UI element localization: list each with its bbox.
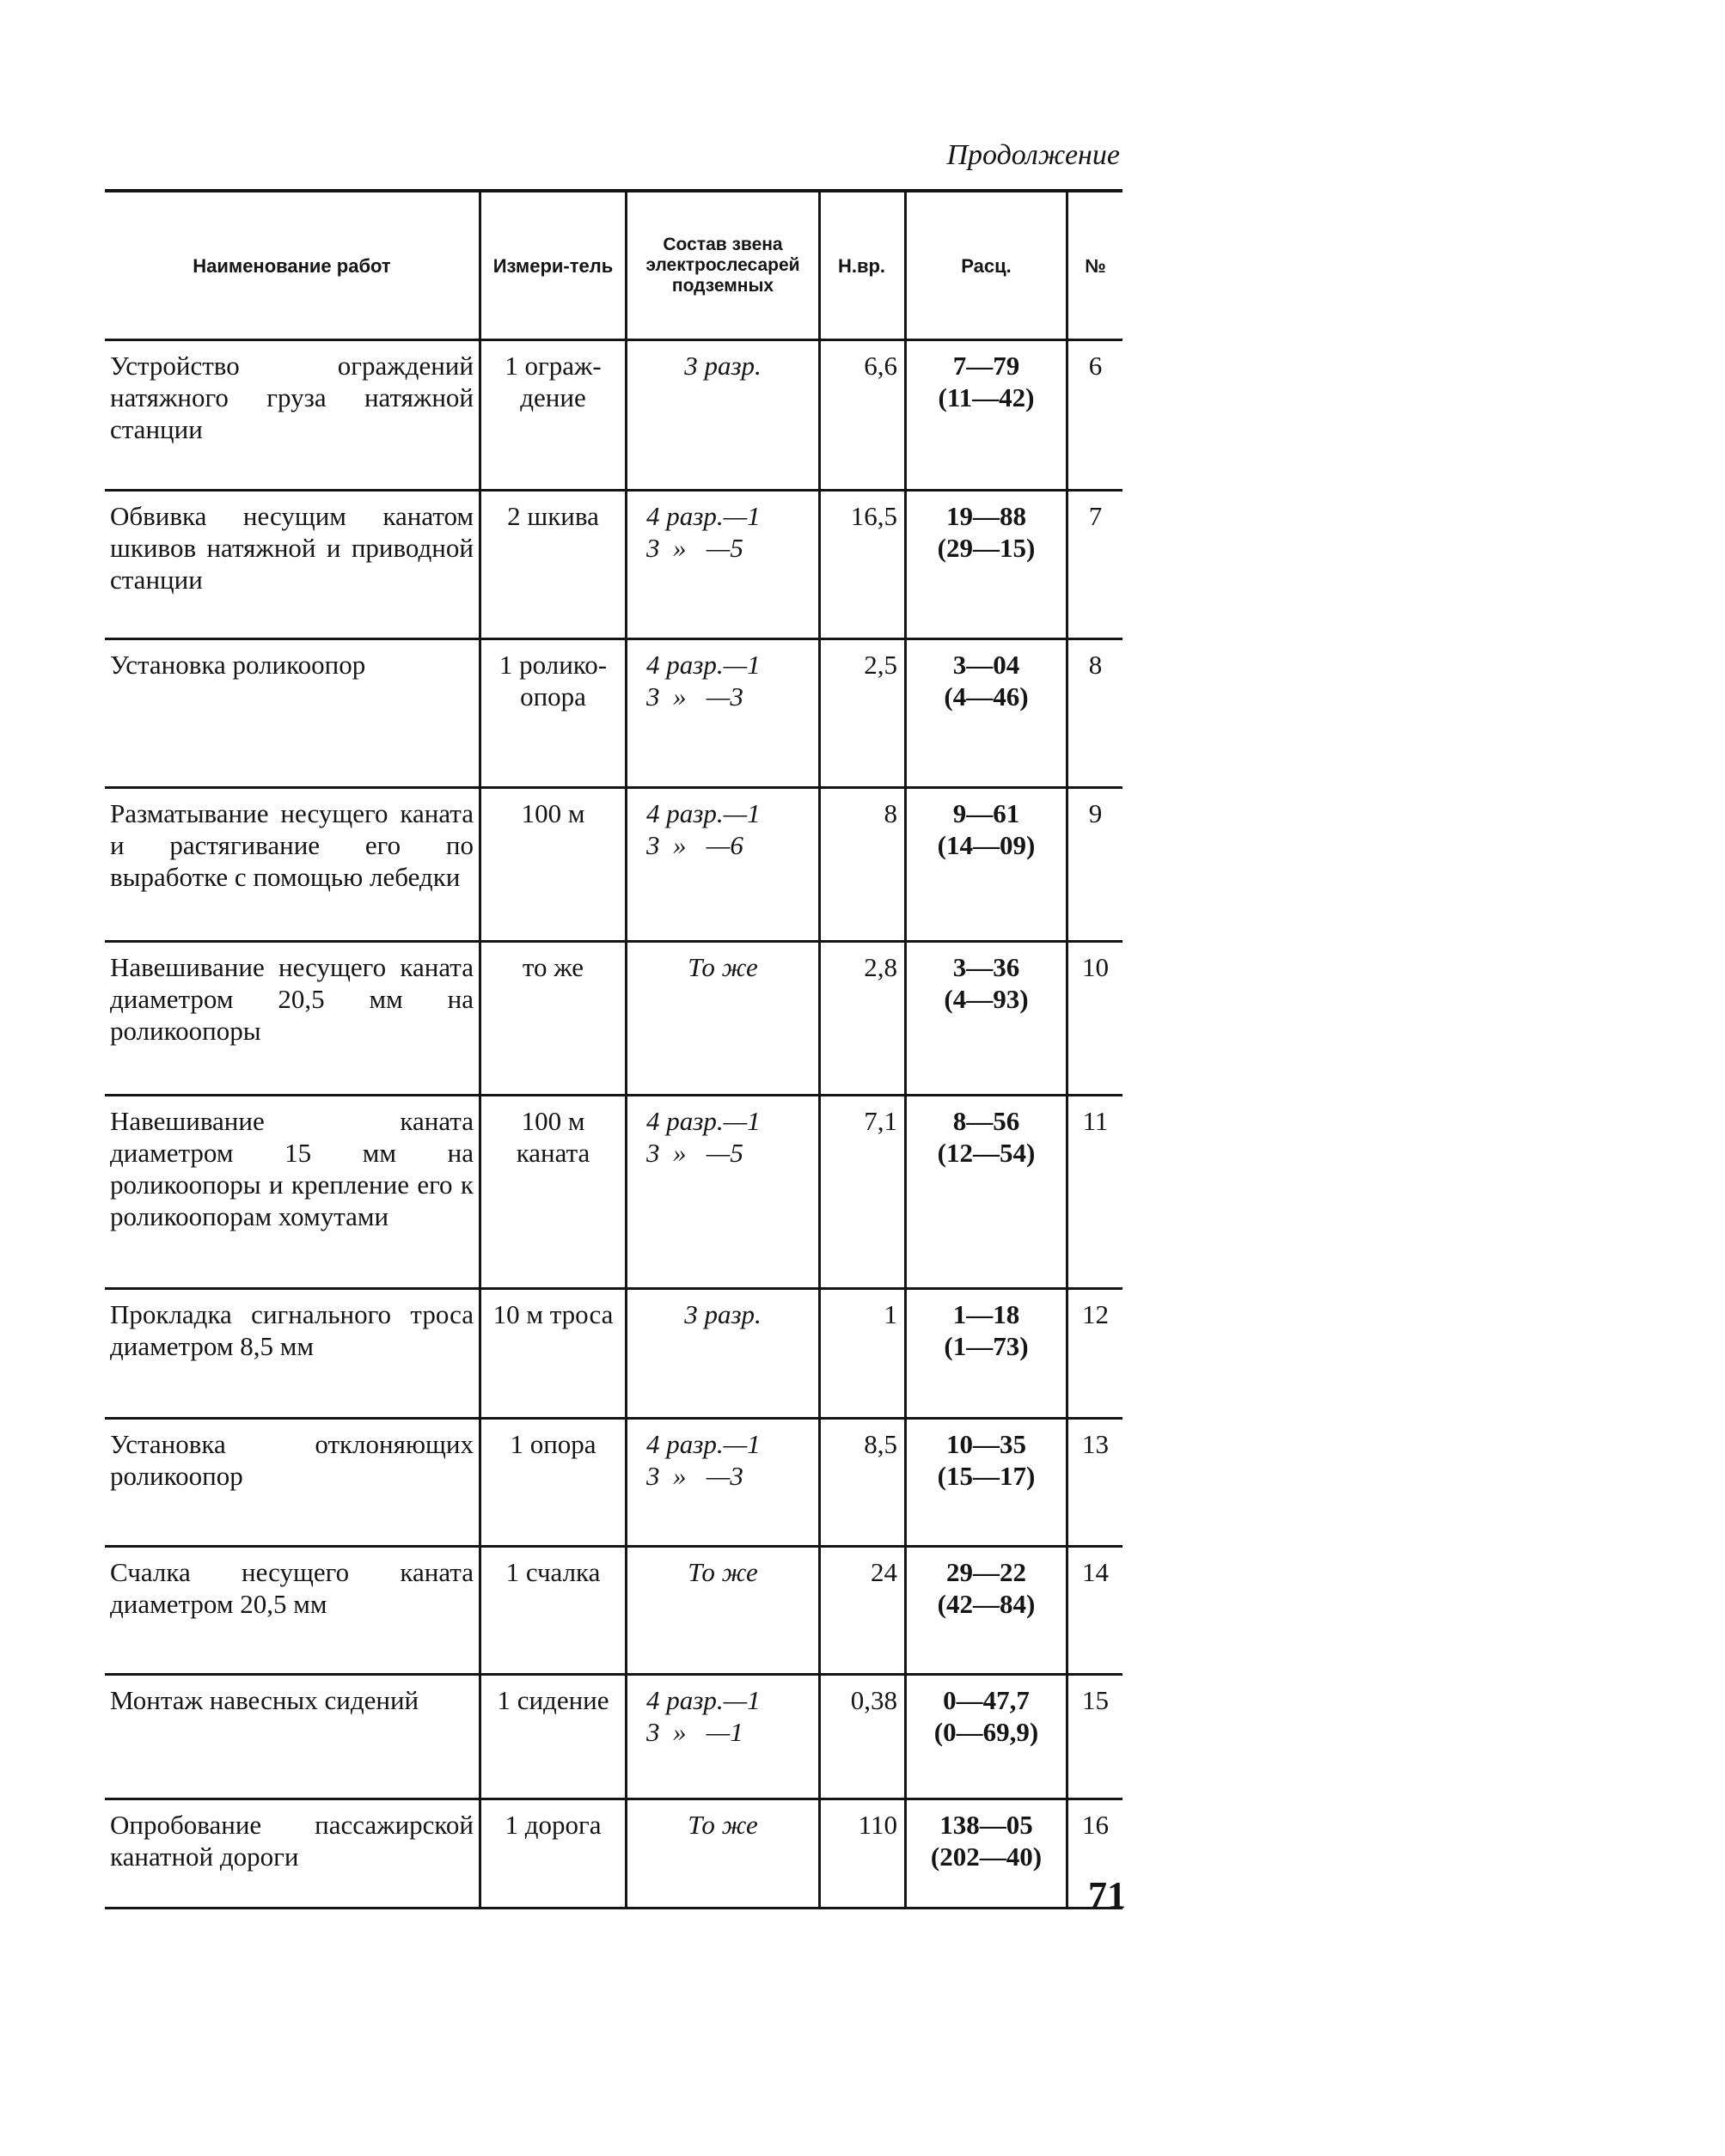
row-number: 16 <box>1066 1800 1122 1907</box>
work-name: Навешивание несущего каната диаметром 20,5 мм на роликоопоры <box>110 952 474 1046</box>
work-name: Обвивка несущим канатом шкивов натяжной и приводной станции <box>110 501 474 595</box>
header-time-norm: Н.вр. <box>818 192 904 339</box>
crew-line: 3 » —3 <box>646 1461 743 1491</box>
unit: 100 м <box>479 789 625 940</box>
table-row <box>105 789 1122 943</box>
rate <box>904 640 1066 786</box>
continuation-label: Продолжение <box>946 139 1120 171</box>
unit: 1 дорога <box>479 1800 625 1907</box>
rate <box>904 789 1066 940</box>
crew-line: То же <box>688 1810 758 1840</box>
table-row <box>105 640 1122 789</box>
rate <box>904 1676 1066 1798</box>
crew-line: То же <box>688 952 758 982</box>
unit: 1 опора <box>479 1420 625 1545</box>
unit: 2 шкива <box>479 492 625 638</box>
table-row <box>105 943 1122 1096</box>
work-name: Прокладка сигнального троса диаметром 8,5 мм <box>110 1299 474 1361</box>
row-number: 14 <box>1066 1548 1122 1673</box>
crew-line: 4 разр.—1 <box>646 1429 761 1459</box>
rate-alt-value: (4—93) <box>944 984 1029 1014</box>
rate-alt-value: (29—15) <box>937 533 1036 563</box>
crew-line: 4 разр.—1 <box>646 798 761 828</box>
rate-value: 8—56 <box>952 1106 1020 1136</box>
rate-alt-value: (4—46) <box>944 681 1029 712</box>
rate-alt-value: (0—69,9) <box>933 1717 1039 1747</box>
crew-line: 4 разр.—1 <box>646 1106 761 1136</box>
crew-line: 3 » —1 <box>646 1717 743 1747</box>
table-row <box>105 1800 1122 1909</box>
work-name: Счалка несущего каната диаметром 20,5 мм <box>110 1557 474 1619</box>
rate-value: 7—79 <box>952 351 1020 381</box>
rate-alt-value: (11—42) <box>938 382 1035 412</box>
row-number: 11 <box>1066 1096 1122 1287</box>
crew-line: 3 » —3 <box>646 681 743 712</box>
table-header <box>105 192 1122 341</box>
rate-value: 9—61 <box>952 798 1020 828</box>
table-row <box>105 1548 1122 1676</box>
rate-alt-value: (15—17) <box>937 1461 1036 1491</box>
time-norm: 2,5 <box>818 640 904 786</box>
table-row <box>105 1096 1122 1290</box>
time-norm: 0,38 <box>818 1676 904 1798</box>
crew-composition <box>625 1800 818 1907</box>
rate-value: 3—04 <box>952 650 1020 680</box>
work-name: Навешивание каната диаметром 15 мм на роликоопоры и крепление его к роликоопорам хомутами <box>110 1106 474 1231</box>
row-number: 12 <box>1066 1290 1122 1417</box>
table-row <box>105 1676 1122 1800</box>
table-row <box>105 1420 1122 1548</box>
crew-composition <box>625 492 818 638</box>
crew-line: 3 » —6 <box>646 830 743 860</box>
time-norm: 7,1 <box>818 1096 904 1287</box>
crew-composition <box>625 1420 818 1545</box>
time-norm: 8,5 <box>818 1420 904 1545</box>
row-number: 13 <box>1066 1420 1122 1545</box>
unit: 10 м троса <box>479 1290 625 1417</box>
unit: 1 сидение <box>479 1676 625 1798</box>
time-norm: 2,8 <box>818 943 904 1094</box>
unit: 1 счалка <box>479 1548 625 1673</box>
row-number: 10 <box>1066 943 1122 1094</box>
header-crew: Состав звена электрослесарей подземных <box>625 192 818 339</box>
rate <box>904 1096 1066 1287</box>
crew-composition <box>625 943 818 1094</box>
time-norm: 16,5 <box>818 492 904 638</box>
crew-composition <box>625 640 818 786</box>
rate <box>904 1290 1066 1417</box>
work-name: Опробование пассажирской канатной дороги <box>110 1810 474 1872</box>
crew-composition <box>625 1290 818 1417</box>
crew-line: 4 разр.—1 <box>646 650 761 680</box>
rate <box>904 1420 1066 1545</box>
row-number: 8 <box>1066 640 1122 786</box>
header-rate: Расц. <box>904 192 1066 339</box>
rate-alt-value: (14—09) <box>937 830 1036 860</box>
work-name: Установка роликоопор <box>110 650 366 680</box>
unit: 100 м каната <box>479 1096 625 1287</box>
crew-line: 3 разр. <box>684 1299 762 1329</box>
rate-alt-value: (1—73) <box>944 1331 1029 1361</box>
time-norm: 6,6 <box>818 341 904 489</box>
time-norm: 24 <box>818 1548 904 1673</box>
header-number: № <box>1066 192 1122 339</box>
crew-composition <box>625 341 818 489</box>
rate <box>904 492 1066 638</box>
rate-value: 138—05 <box>939 1810 1033 1840</box>
table-row <box>105 492 1122 640</box>
page-number: 71 <box>1088 1874 1126 1916</box>
table-body <box>105 341 1122 1909</box>
time-norm: 1 <box>818 1290 904 1417</box>
header-unit: Измери-тель <box>479 192 625 339</box>
unit: 1 ролико-опора <box>479 640 625 786</box>
crew-line: 4 разр.—1 <box>646 501 761 531</box>
rate-value: 10—35 <box>946 1429 1026 1459</box>
crew-line: 3 » —5 <box>646 533 743 563</box>
rate-value: 0—47,7 <box>943 1685 1030 1715</box>
crew-composition <box>625 1096 818 1287</box>
crew-line: 3 » —5 <box>646 1138 743 1168</box>
work-name: Устройство ограждений натяжного груза натяжной станции <box>110 351 474 444</box>
work-name: Монтаж навесных сидений <box>110 1685 419 1715</box>
row-number: 6 <box>1066 341 1122 489</box>
crew-composition <box>625 1548 818 1673</box>
crew-line: То же <box>688 1557 758 1587</box>
table-row <box>105 1290 1122 1420</box>
crew-composition <box>625 789 818 940</box>
crew-composition <box>625 1676 818 1798</box>
rate-value: 1—18 <box>952 1299 1020 1329</box>
rate-alt-value: (202—40) <box>930 1841 1043 1872</box>
table-row <box>105 341 1122 492</box>
crew-line: 3 разр. <box>684 351 762 381</box>
unit: 1 ограж-дение <box>479 341 625 489</box>
rate-value: 3—36 <box>952 952 1020 982</box>
row-number: 15 <box>1066 1676 1122 1798</box>
time-norm: 8 <box>818 789 904 940</box>
work-name: Установка отклоняющих роликоопор <box>110 1429 474 1491</box>
header-name: Наименование работ <box>193 254 391 277</box>
work-name: Разматывание несущего каната и растягивание его по выработке с помощью лебедки <box>110 798 474 892</box>
rate-alt-value: (12—54) <box>937 1138 1036 1168</box>
crew-line: 4 разр.—1 <box>646 1685 761 1715</box>
rate <box>904 1800 1066 1907</box>
rate-alt-value: (42—84) <box>937 1589 1036 1619</box>
row-number: 7 <box>1066 492 1122 638</box>
rate <box>904 1548 1066 1673</box>
rate-value: 19—88 <box>946 501 1026 531</box>
rate <box>904 341 1066 489</box>
unit: то же <box>479 943 625 1094</box>
rate-value: 29—22 <box>946 1557 1026 1587</box>
time-norm: 110 <box>818 1800 904 1907</box>
work-norms-table <box>105 189 1122 1909</box>
rate <box>904 943 1066 1094</box>
row-number: 9 <box>1066 789 1122 940</box>
